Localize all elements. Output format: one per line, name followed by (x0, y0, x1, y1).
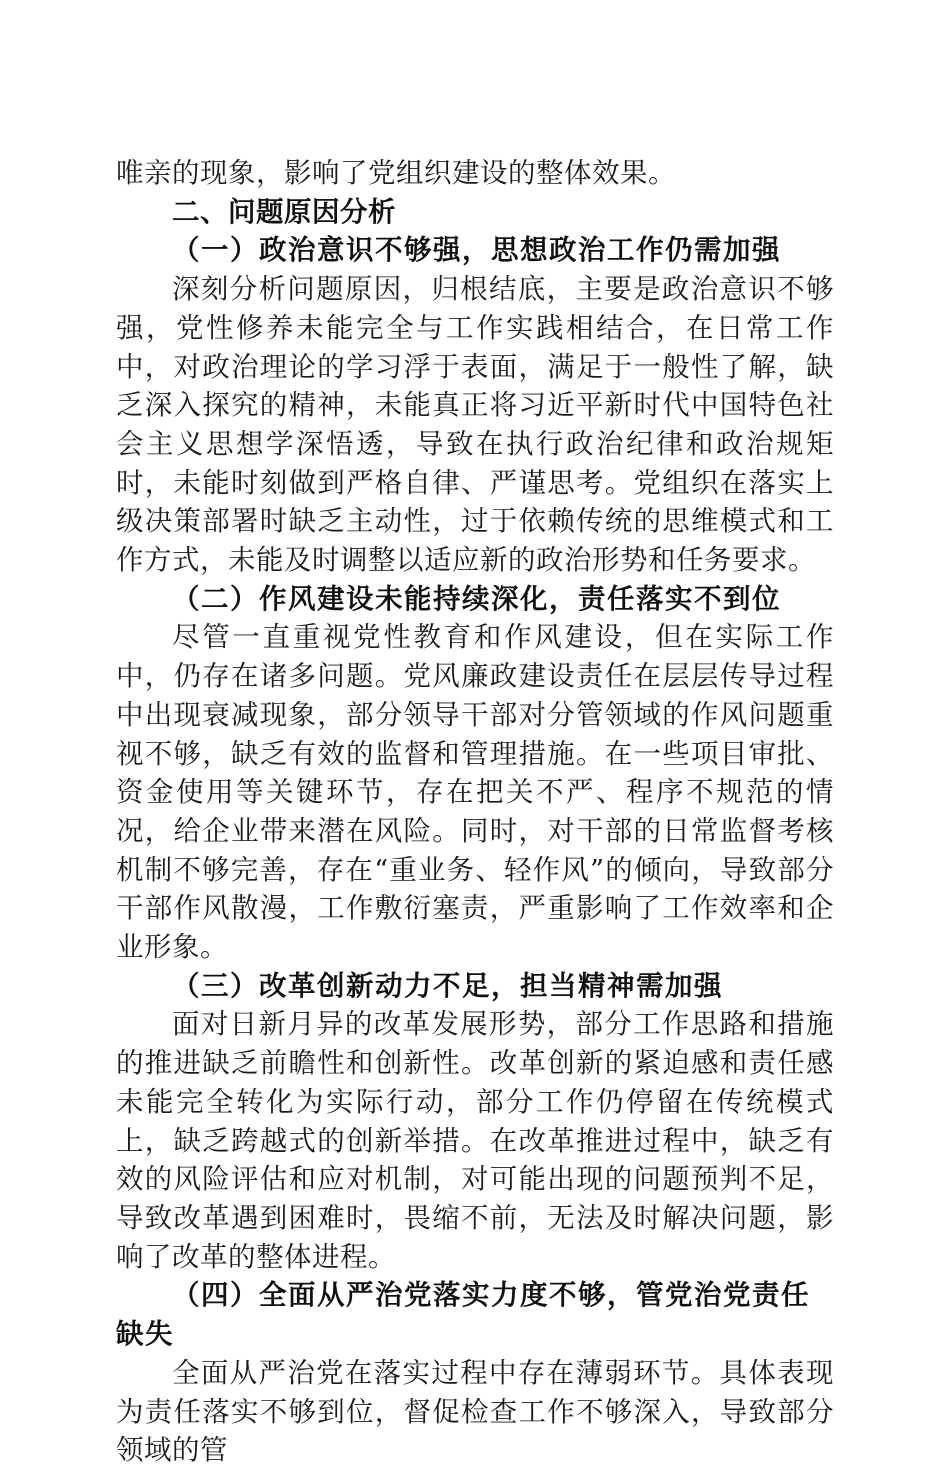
subsection-heading-4: （四）全面从严治党落实力度不够，管党治党责任缺失 (116, 1279, 810, 1351)
subsection-body-1: 深刻分析问题原因，归根结底，主要是政治意识不够强，党性修养未能完全与工作实践相结合，在日常工作中，对政治理论的学习浮于表面，满足于一般性了解，缺乏深入探究的精神，未能真正将习近平新时代中国特色社会主义思想学深悟透，导致在执行政治纪律和政治规矩时，未能时刻做到严格自律、严谨思考。党组织在落实上级决策部署时缺乏主动性，过于依赖传统的思维模式和工作方式，未能及时调整以适应新的政治形势和任务要求。 (116, 273, 834, 577)
document-body (116, 154, 834, 1470)
subsection-body-4: 全面从严治党在落实过程中存在薄弱环节。具体表现为责任落实不够到位，督促检查工作不够深入，导致部分领域的管 (116, 1356, 834, 1467)
subsection-heading-1: （一）政治意识不够强，思想政治工作仍需加强 (172, 234, 781, 267)
subsection-heading-2: （二）作风建设未能持续深化，责任落实不到位 (172, 582, 781, 615)
section-title: 二、问题原因分析 (172, 195, 396, 228)
continuation-paragraph: 唯亲的现象，影响了党组织建设的整体效果。 (116, 157, 676, 189)
subsection-body-2: 尽管一直重视党性教育和作风建设，但在实际工作中，仍存在诸多问题。党风廉政建设责任在层层传导过程中出现衰减现象，部分领导干部对分管领域的作风问题重视不够，缺乏有效的监督和管理措施。在一些项目审批、资金使用等关键环节，存在把关不严、程序不规范的情况，给企业带来潜在风险。同时，对干部的日常监督考核机制不够完善，存在“重业务、轻作风”的倾向，导致部分干部作风散漫，工作敷衍塞责，严重影响了工作效率和企业形象。 (116, 621, 834, 964)
subsection-heading-3: （三）改革创新动力不足，担当精神需加强 (172, 969, 723, 1002)
subsection-body-3: 面对日新月异的改革发展形势，部分工作思路和措施的推进缺乏前瞻性和创新性。改革创新的紧迫感和责任感未能完全转化为实际行动，部分工作仍停留在传统模式上，缺乏跨越式的创新举措。在改革推进过程中，缺乏有效的风险评估和应对机制，对可能出现的问题预判不足，导致改革遇到困难时，畏缩不前，无法及时解决问题，影响了改革的整体进程。 (116, 1008, 834, 1273)
